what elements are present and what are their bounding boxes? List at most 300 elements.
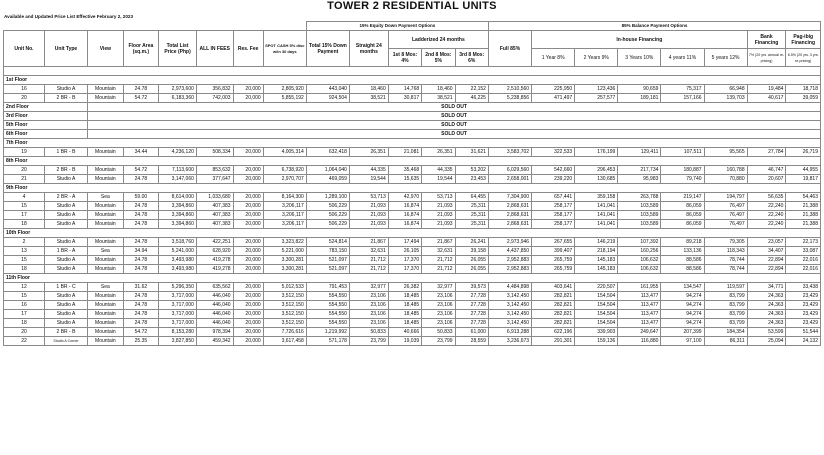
table-cell: 54.72	[123, 166, 159, 175]
table-cell: 46,747	[747, 166, 786, 175]
table-cell: 2,510,560	[488, 85, 531, 94]
col-bank-note: 7% (20 yrs. annual re-pricing)	[747, 49, 786, 67]
table-cell: 194,797	[704, 193, 747, 202]
table-cell: 1 BR - C	[44, 283, 87, 292]
table-cell: 7,113,600	[159, 166, 197, 175]
table-cell: 3,717,000	[159, 319, 197, 328]
table-cell: 3,493,980	[159, 256, 197, 265]
table-cell: 4,005,314	[263, 148, 306, 157]
table-cell: 13	[4, 247, 45, 256]
table-cell: 219,147	[661, 193, 704, 202]
table-cell: 184,354	[704, 328, 747, 337]
table-cell: 59.00	[123, 193, 159, 202]
table-cell: 78,744	[704, 256, 747, 265]
table-cell: 20,000	[233, 328, 263, 337]
page-title: TOWER 2 RESIDENTIAL UNITS	[327, 0, 497, 12]
table-cell: 26,241	[455, 238, 488, 247]
table-cell: 23,106	[349, 292, 388, 301]
table-cell: 38,521	[349, 94, 388, 103]
table-cell: 154,504	[575, 319, 618, 328]
table-cell: 207,399	[661, 328, 704, 337]
table-cell: 3,493,980	[159, 265, 197, 274]
table-cell: 20,000	[233, 85, 263, 94]
table-cell: 106,632	[618, 256, 661, 265]
table-cell: 4	[4, 193, 45, 202]
col-straight-24: Straight 24 months	[349, 31, 388, 67]
table-cell: 83,799	[704, 301, 747, 310]
table-cell: 20	[4, 328, 45, 337]
col-1-year: 1 Year 8%	[532, 49, 575, 67]
table-cell: Studio A	[44, 220, 87, 229]
table-cell: 22,240	[747, 202, 786, 211]
table-cell: 628,920	[196, 247, 233, 256]
table-cell: 2,868,631	[488, 202, 531, 211]
table-cell: 18,460	[349, 85, 388, 94]
table-cell: 34.94	[123, 247, 159, 256]
table-cell: 6,183,360	[159, 94, 197, 103]
table-cell: Studio A	[44, 265, 87, 274]
table-cell: Mountain	[88, 301, 124, 310]
table-cell: 21	[4, 175, 45, 184]
table-cell: Studio A	[44, 301, 87, 310]
sold-out-label: SOLD OUT	[88, 112, 821, 121]
table-cell: 40,666	[388, 328, 421, 337]
table-cell: 86,059	[661, 202, 704, 211]
table-cell: Studio A Corner	[44, 337, 87, 346]
table-cell: 23,799	[422, 337, 455, 346]
table-cell: 22	[4, 337, 45, 346]
table-cell: 18	[4, 265, 45, 274]
table-cell: 33,087	[786, 247, 821, 256]
table-cell: 791,453	[306, 283, 349, 292]
table-cell: 18,485	[388, 301, 421, 310]
table-cell: 90,659	[618, 85, 661, 94]
table-cell: Studio A	[44, 256, 87, 265]
table-cell: 17	[4, 310, 45, 319]
floor-header-row	[4, 76, 821, 85]
table-cell: 377,647	[196, 175, 233, 184]
table-cell: 54,463	[786, 193, 821, 202]
table-cell: 25,094	[747, 337, 786, 346]
table-cell: Sea	[88, 193, 124, 202]
table-cell: 95,565	[704, 148, 747, 157]
table-cell: 88,586	[661, 265, 704, 274]
table-cell: Sea	[88, 283, 124, 292]
table-cell: 446,040	[196, 319, 233, 328]
table-cell: 106,632	[618, 265, 661, 274]
table-cell: 27,728	[455, 292, 488, 301]
table-cell: 508,334	[196, 148, 233, 157]
table-cell: 5,238,856	[488, 94, 531, 103]
table-cell: 24.78	[123, 202, 159, 211]
table-cell: 2	[4, 238, 45, 247]
table-cell: 3,142,450	[488, 319, 531, 328]
table-cell: 265,759	[532, 265, 575, 274]
sold-out-label: SOLD OUT	[88, 130, 821, 139]
table-cell: 635,562	[196, 283, 233, 292]
floor-header-row	[4, 229, 821, 238]
floor-label: 2nd Floor	[4, 103, 88, 112]
table-cell: 107,511	[661, 148, 704, 157]
table-cell: 3,206,117	[263, 211, 306, 220]
table-cell: 20,000	[233, 247, 263, 256]
table-cell: 95,983	[618, 175, 661, 184]
table-cell: 146,219	[575, 238, 618, 247]
table-cell: Mountain	[88, 337, 124, 346]
table-cell: 16	[4, 301, 45, 310]
col-total-15-down: Total 15% Down Payment	[306, 31, 349, 67]
table-cell: 39,573	[455, 283, 488, 292]
table-cell: 1,289,100	[306, 193, 349, 202]
floor-label: 5th Floor	[4, 121, 88, 130]
table-cell: 24.78	[123, 310, 159, 319]
table-cell: 27,728	[455, 319, 488, 328]
table-cell: 3,827,850	[159, 337, 197, 346]
table-cell: 119,597	[704, 283, 747, 292]
table-cell: 23,106	[349, 301, 388, 310]
table-cell: 506,229	[306, 220, 349, 229]
table-cell: 113,477	[618, 310, 661, 319]
table-cell: 22,894	[747, 265, 786, 274]
table-cell: 24.78	[123, 175, 159, 184]
table-cell: 356,832	[196, 85, 233, 94]
table-cell: 16,874	[388, 220, 421, 229]
table-cell: 24,363	[747, 292, 786, 301]
table-cell: 16,874	[388, 211, 421, 220]
table-cell: 30,817	[388, 94, 421, 103]
table-cell: 282,821	[532, 301, 575, 310]
table-cell: 53,713	[422, 193, 455, 202]
table-cell: 32,977	[349, 283, 388, 292]
table-cell: 21,712	[349, 256, 388, 265]
table-cell: Studio A	[44, 238, 87, 247]
table-cell: 20,000	[233, 310, 263, 319]
table-cell: 23,106	[422, 292, 455, 301]
table-cell: 8,164,300	[263, 193, 306, 202]
table-cell: 506,229	[306, 202, 349, 211]
table-row[interactable]	[4, 337, 821, 346]
table-cell: 56,635	[747, 193, 786, 202]
table-cell: 141,041	[575, 202, 618, 211]
table-cell: 23,429	[786, 310, 821, 319]
table-cell: 742,003	[196, 94, 233, 103]
table-cell: 2,970,707	[263, 175, 306, 184]
table-cell: 24.78	[123, 256, 159, 265]
table-cell: 79,305	[704, 238, 747, 247]
table-cell: 24.78	[123, 292, 159, 301]
table-cell: 26,055	[455, 256, 488, 265]
table-cell: 2,805,920	[263, 85, 306, 94]
table-cell: Studio A	[44, 202, 87, 211]
table-cell: 134,547	[661, 283, 704, 292]
table-cell: 265,759	[532, 256, 575, 265]
table-cell: 39,059	[786, 94, 821, 103]
table-cell: 123,436	[575, 85, 618, 94]
table-cell: 3,518,760	[159, 238, 197, 247]
table-cell: 23,429	[786, 301, 821, 310]
table-cell: 419,278	[196, 265, 233, 274]
table-cell: 21,388	[786, 211, 821, 220]
table-cell: 86,059	[661, 211, 704, 220]
table-row[interactable]	[4, 148, 821, 157]
table-cell: 44,335	[349, 166, 388, 175]
table-cell: 24.78	[123, 265, 159, 274]
table-row[interactable]	[4, 256, 821, 265]
table-cell: 25,311	[455, 211, 488, 220]
table-cell: 21,093	[422, 220, 455, 229]
table-cell: 282,821	[532, 292, 575, 301]
table-cell: 296,453	[575, 166, 618, 175]
table-row[interactable]	[4, 193, 821, 202]
table-cell: 443,040	[306, 85, 349, 94]
table-cell: 469,059	[306, 175, 349, 184]
table-cell: 291,301	[532, 337, 575, 346]
table-cell: 3,206,117	[263, 202, 306, 211]
table-cell: 542,660	[532, 166, 575, 175]
table-cell: Studio A	[44, 175, 87, 184]
table-row[interactable]	[4, 319, 821, 328]
table-cell: 27,728	[455, 310, 488, 319]
col-ladderized: Ladderized 24 months	[388, 31, 488, 49]
table-cell: 76,497	[704, 211, 747, 220]
table-cell: 24.78	[123, 238, 159, 247]
table-cell: 2,952,883	[488, 256, 531, 265]
table-cell: 19,039	[388, 337, 421, 346]
table-cell: 54.72	[123, 94, 159, 103]
col-all-in-fees: ALL IN FEES	[196, 31, 233, 67]
table-cell: 783,150	[306, 247, 349, 256]
table-cell: 18,485	[388, 292, 421, 301]
table-cell: 19	[4, 148, 45, 157]
table-cell: 20,000	[233, 337, 263, 346]
table-cell: 21,712	[349, 265, 388, 274]
table-cell: 94,274	[661, 292, 704, 301]
col-res-fee: Res. Fee	[233, 31, 263, 67]
table-cell: 1 BR - B	[44, 148, 87, 157]
table-cell: 2,658,001	[488, 175, 531, 184]
header-spacer	[4, 22, 307, 31]
col-lad-2: 2nd 8 Mos: 5%	[422, 49, 455, 67]
table-cell: Mountain	[88, 319, 124, 328]
table-cell: Mountain	[88, 202, 124, 211]
table-cell: 2,868,631	[488, 211, 531, 220]
table-cell: 160,788	[704, 166, 747, 175]
table-cell: 3,512,150	[263, 319, 306, 328]
table-cell: 19,544	[349, 175, 388, 184]
table-cell: 6,029,560	[488, 166, 531, 175]
table-row[interactable]	[4, 265, 821, 274]
table-cell: 24.78	[123, 220, 159, 229]
table-cell: 21,867	[422, 238, 455, 247]
table-cell: 14,768	[388, 85, 421, 94]
table-cell: 7,726,616	[263, 328, 306, 337]
table-cell: 54.72	[123, 328, 159, 337]
table-cell: 94,274	[661, 310, 704, 319]
table-cell: 34,771	[747, 283, 786, 292]
table-cell: 3,394,860	[159, 220, 197, 229]
table-cell: 23,429	[786, 319, 821, 328]
table-cell: 20,000	[233, 211, 263, 220]
table-cell: 145,183	[575, 265, 618, 274]
table-cell: 23,106	[422, 301, 455, 310]
table-row[interactable]	[4, 175, 821, 184]
table-cell: 94,274	[661, 301, 704, 310]
table-row[interactable]	[4, 247, 821, 256]
table-cell: 20,000	[233, 292, 263, 301]
table-cell: 24.78	[123, 301, 159, 310]
table-cell: 17,370	[388, 256, 421, 265]
table-cell: 23,057	[747, 238, 786, 247]
table-cell: 75,317	[661, 85, 704, 94]
table-cell: 2,973,600	[159, 85, 197, 94]
table-cell: 3,717,000	[159, 310, 197, 319]
table-row[interactable]	[4, 94, 821, 103]
table-cell: 419,278	[196, 256, 233, 265]
table-cell: 16,874	[388, 202, 421, 211]
table-cell: 32,631	[422, 247, 455, 256]
table-cell: 103,589	[618, 211, 661, 220]
sold-out-row	[4, 103, 821, 112]
table-cell: 26,382	[388, 283, 421, 292]
table-row[interactable]	[4, 166, 821, 175]
table-cell: 116,880	[618, 337, 661, 346]
table-cell: 130,685	[575, 175, 618, 184]
table-cell: 24,363	[747, 301, 786, 310]
table-cell: 6,738,920	[263, 166, 306, 175]
balance-options-header: 85% Balance Payment Options	[488, 22, 820, 31]
table-row[interactable]	[4, 211, 821, 220]
table-cell: 21,712	[422, 256, 455, 265]
table-row[interactable]	[4, 202, 821, 211]
table-row[interactable]	[4, 220, 821, 229]
table-cell: 23,106	[422, 310, 455, 319]
col-pagibig-financing: Pag-ibig Financing	[786, 31, 821, 49]
table-cell: 20,000	[233, 202, 263, 211]
col-3-years: 3 Years 10%	[618, 49, 661, 67]
table-cell: 8,153,280	[159, 328, 197, 337]
table-cell: 446,040	[196, 301, 233, 310]
table-row[interactable]	[4, 283, 821, 292]
table-cell: 113,477	[618, 319, 661, 328]
table-cell: 27,728	[455, 301, 488, 310]
table-row[interactable]	[4, 85, 821, 94]
table-cell: 17,494	[388, 238, 421, 247]
table-cell: 28,559	[455, 337, 488, 346]
col-full-85: Full 85%	[488, 31, 531, 67]
table-cell: 39,158	[455, 247, 488, 256]
table-row[interactable]	[4, 301, 821, 310]
table-cell: 23,106	[349, 319, 388, 328]
table-cell: 521,097	[306, 256, 349, 265]
sold-out-label: SOLD OUT	[88, 121, 821, 130]
table-cell: 20,607	[747, 175, 786, 184]
table-cell: Mountain	[88, 85, 124, 94]
table-cell: 24,363	[747, 310, 786, 319]
table-cell: 44,955	[786, 166, 821, 175]
table-cell: 924,504	[306, 94, 349, 103]
table-row[interactable]	[4, 292, 821, 301]
floor-label: 9th Floor	[4, 184, 821, 193]
table-cell: 5,221,000	[263, 247, 306, 256]
table-cell: 571,178	[306, 337, 349, 346]
table-cell: 3,147,060	[159, 175, 197, 184]
table-cell: 89,218	[661, 238, 704, 247]
table-cell: 407,383	[196, 220, 233, 229]
sold-out-row	[4, 112, 821, 121]
table-cell: 21,093	[349, 220, 388, 229]
table-cell: 422,251	[196, 238, 233, 247]
table-cell: 103,589	[618, 202, 661, 211]
table-cell: 18	[4, 319, 45, 328]
table-cell: 220,507	[575, 283, 618, 292]
table-cell: Studio A	[44, 310, 87, 319]
table-cell: 258,177	[532, 202, 575, 211]
table-cell: 16	[4, 85, 45, 94]
table-cell: Studio A	[44, 85, 87, 94]
table-cell: 5,241,000	[159, 247, 197, 256]
col-floor-area: Floor Area (sq.m.)	[123, 31, 159, 67]
table-cell: 15	[4, 202, 45, 211]
table-cell: 103,589	[618, 220, 661, 229]
table-cell: Mountain	[88, 148, 124, 157]
col-spot-cash: SPOT CASH 5% disc w/in 30 days	[263, 31, 306, 67]
table-cell: 18,485	[388, 310, 421, 319]
table-cell: 97,100	[661, 337, 704, 346]
table-cell: 83,799	[704, 292, 747, 301]
table-cell: 141,041	[575, 220, 618, 229]
equity-options-header: 15% Equity Down Payment Options	[306, 22, 488, 31]
table-cell: 34,407	[747, 247, 786, 256]
table-cell: 23,106	[422, 319, 455, 328]
table-cell: Mountain	[88, 175, 124, 184]
table-cell: 107,392	[618, 238, 661, 247]
table-cell: 19,817	[786, 175, 821, 184]
table-cell: 32,631	[349, 247, 388, 256]
table-cell: 3,717,000	[159, 301, 197, 310]
table-cell: 23,429	[786, 292, 821, 301]
table-cell: 19,544	[422, 175, 455, 184]
table-cell: 3,323,822	[263, 238, 306, 247]
table-cell: 141,041	[575, 211, 618, 220]
table-cell: 145,183	[575, 256, 618, 265]
table-cell: 42,970	[388, 193, 421, 202]
table-cell: 657,441	[532, 193, 575, 202]
table-cell: 3,394,860	[159, 211, 197, 220]
table-cell: 20,000	[233, 175, 263, 184]
table-row[interactable]	[4, 310, 821, 319]
table-cell: 239,220	[532, 175, 575, 184]
table-cell: 15,635	[388, 175, 421, 184]
table-cell: 2,952,883	[488, 265, 531, 274]
col-unit-type: Unit Type	[44, 31, 87, 67]
table-cell: 26,719	[786, 148, 821, 157]
table-cell: 53,713	[349, 193, 388, 202]
table-cell: 31,621	[455, 148, 488, 157]
table-row[interactable]	[4, 328, 821, 337]
floor-label: 11th Floor	[4, 274, 821, 283]
table-cell: 3,512,150	[263, 310, 306, 319]
table-row[interactable]	[4, 238, 821, 247]
table-cell: 21,867	[349, 238, 388, 247]
col-2-years: 2 Years 9%	[575, 49, 618, 67]
table-cell: 176,199	[575, 148, 618, 157]
table-cell: 1,064,040	[306, 166, 349, 175]
table-cell: 3,142,450	[488, 292, 531, 301]
table-cell: 403,641	[532, 283, 575, 292]
table-cell: 1,219,992	[306, 328, 349, 337]
price-table-body	[4, 76, 821, 346]
table-cell: 3,142,450	[488, 310, 531, 319]
